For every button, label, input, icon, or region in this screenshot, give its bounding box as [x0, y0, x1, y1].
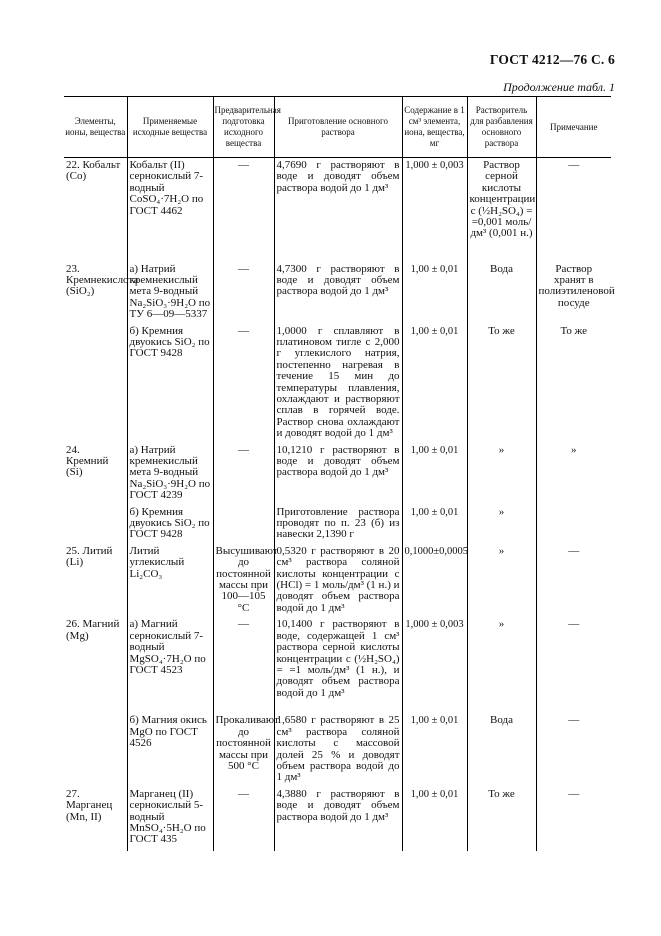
table-header-row — [64, 97, 611, 158]
column-header: Содержание в 1 см³ элемента, иона, вещества, мг — [402, 97, 467, 158]
cell-element: 26. Магний (Mg) — [64, 617, 127, 713]
cell-solvent: » — [467, 544, 536, 617]
cell-solvent: » — [467, 443, 536, 505]
cell-content: 1,00 ± 0,01 — [402, 713, 467, 786]
cell-method: 4,3880 г растворяют в воде и доводят объем раствора водой до 1 дм³ — [274, 787, 402, 851]
cell-content: 1,00 ± 0,01 — [402, 443, 467, 505]
cell-element — [64, 324, 127, 443]
column-header: Примечание — [536, 97, 611, 158]
cell-source: а) Магний сернокислый 7-водный MgSO₄·7H₂O по ГОСТ 4523 — [127, 617, 213, 713]
cell-solvent: » — [467, 505, 536, 544]
cell-prep: — — [213, 158, 274, 262]
cell-note: — — [536, 713, 611, 786]
column-header: Применяемые исходные вещества — [127, 97, 213, 158]
cell-note: — — [536, 787, 611, 851]
cell-content: 1,00 ± 0,01 — [402, 787, 467, 851]
cell-source: Марганец (II) сернокислый 5-водный MnSO₄·5H₂O по ГОСТ 435 — [127, 787, 213, 851]
column-header: Растворитель для разбавления основного раствора — [467, 97, 536, 158]
table-row — [64, 262, 611, 324]
cell-prep: — — [213, 787, 274, 851]
cell-solvent: Вода — [467, 713, 536, 786]
cell-content: 1,000 ± 0,003 — [402, 617, 467, 713]
table-row — [64, 617, 611, 713]
page-header: ГОСТ 4212—76 С. 6 — [489, 52, 615, 67]
cell-solvent: Раствор серной кислоты концентрации c (½H₂SO₄) = =0,001 моль/дм³ (0,001 н.) — [467, 158, 536, 262]
cell-prep: — — [213, 617, 274, 713]
cell-source: б) Кремния двуокись SiO₂ по ГОСТ 9428 — [127, 505, 213, 544]
cell-content: 1,00 ± 0,01 — [402, 505, 467, 544]
cell-element: 22. Кобальт (Co) — [64, 158, 127, 262]
cell-source: а) Натрий кремнекислый мета 9-водный Na₂SiO₃·9H₂O по ТУ 6—09—5337 — [127, 262, 213, 324]
cell-source: б) Кремния двуокись SiO₂ по ГОСТ 9428 — [127, 324, 213, 443]
cell-note: » — [536, 443, 611, 505]
cell-content: 1,000 ± 0,003 — [402, 158, 467, 262]
column-header: Приготовление основного раствора — [274, 97, 402, 158]
cell-element — [64, 713, 127, 786]
cell-note: То же — [536, 324, 611, 443]
table-row — [64, 443, 611, 505]
cell-element: 27. Марганец (Mn, II) — [64, 787, 127, 851]
table-row — [64, 158, 611, 262]
cell-source: а) Натрий кремнекислый мета 9-водный Na₂SiO₃·9H₂O по ГОСТ 4239 — [127, 443, 213, 505]
cell-element: 25. Литий (Li) — [64, 544, 127, 617]
cell-note: — — [536, 544, 611, 617]
cell-element: 23. Кремнекислота (SiO₂) — [64, 262, 127, 324]
cell-prep: Прокаливают до постоянной массы при 500 °С — [213, 713, 274, 786]
table-row — [64, 324, 611, 443]
cell-note — [536, 505, 611, 544]
cell-method: 1,6580 г растворяют в 25 см³ раствора соляной кислоты с массовой долей 25 % и доводят объем раствора водой до 1 дм³ — [274, 713, 402, 786]
cell-content: 1,00 ± 0,01 — [402, 324, 467, 443]
column-header: Элементы, ионы, вещества — [64, 97, 127, 158]
cell-prep: — — [213, 443, 274, 505]
table-row — [64, 787, 611, 851]
cell-content: 0,1000±0,0005 — [402, 544, 467, 617]
table-row — [64, 505, 611, 544]
cell-solvent: То же — [467, 787, 536, 851]
reagent-table — [64, 96, 615, 851]
cell-method: 4,7300 г растворяют в воде и доводят объем раствора водой до 1 дм³ — [274, 262, 402, 324]
table-row — [64, 544, 611, 617]
cell-prep: — — [213, 262, 274, 324]
cell-method: 1,0000 г сплавляют в платиновом тигле с 2,000 г углекислого натрия, постепенно нагревая в течение 15 мин до температуры плавления, охлаждают и растворяют сплав в горячей воде. Раствор снова охлаждают и доводят водой до 1 дм³ — [274, 324, 402, 443]
cell-prep — [213, 505, 274, 544]
cell-method: 4,7690 г растворяют в воде и доводят объем раствора водой до 1 дм³ — [274, 158, 402, 262]
cell-source: Кобальт (II) сернокислый 7-водный CoSO₄·7H₂O по ГОСТ 4462 — [127, 158, 213, 262]
cell-solvent: Вода — [467, 262, 536, 324]
cell-method: 0,5320 г растворяют в 20 см³ раствора соляной кислоты концентрации c (HCl) = 1 моль/дм³ (1 н.) и доводят объем раствора водой до 1 дм³ — [274, 544, 402, 617]
cell-method: 10,1400 г растворяют в воде, содержащей 1 см³ раствора серной кислоты концентрации c (½H₂SO₄) = =1 моль/дм³ (1 н.), и доводят объем раствора водой до 1 дм³ — [274, 617, 402, 713]
column-header: Предварительная подготовка исходного вещества — [213, 97, 274, 158]
cell-source: Литий углекислый Li₂CO₃ — [127, 544, 213, 617]
cell-method: 10,1210 г растворяют в воде и доводят объем раствора водой до 1 дм³ — [274, 443, 402, 505]
cell-element: 24. Кремний (Si) — [64, 443, 127, 505]
cell-content: 1,00 ± 0,01 — [402, 262, 467, 324]
cell-note: — — [536, 158, 611, 262]
cell-prep: Высушивают до постоянной массы при 100—105 °С — [213, 544, 274, 617]
cell-source: б) Магния окись MgO по ГОСТ 4526 — [127, 713, 213, 786]
cell-element — [64, 505, 127, 544]
cell-note: — — [536, 617, 611, 713]
cell-method: Приготовление раствора проводят по п. 23 (б) из навески 2,1390 г — [274, 505, 402, 544]
cell-prep: — — [213, 324, 274, 443]
cell-solvent: То же — [467, 324, 536, 443]
cell-note: Раствор хранят в полиэтиленовой посуде — [536, 262, 611, 324]
cell-solvent: » — [467, 617, 536, 713]
table-continuation-label: Продолжение табл. 1 — [503, 80, 615, 94]
table-row — [64, 713, 611, 786]
